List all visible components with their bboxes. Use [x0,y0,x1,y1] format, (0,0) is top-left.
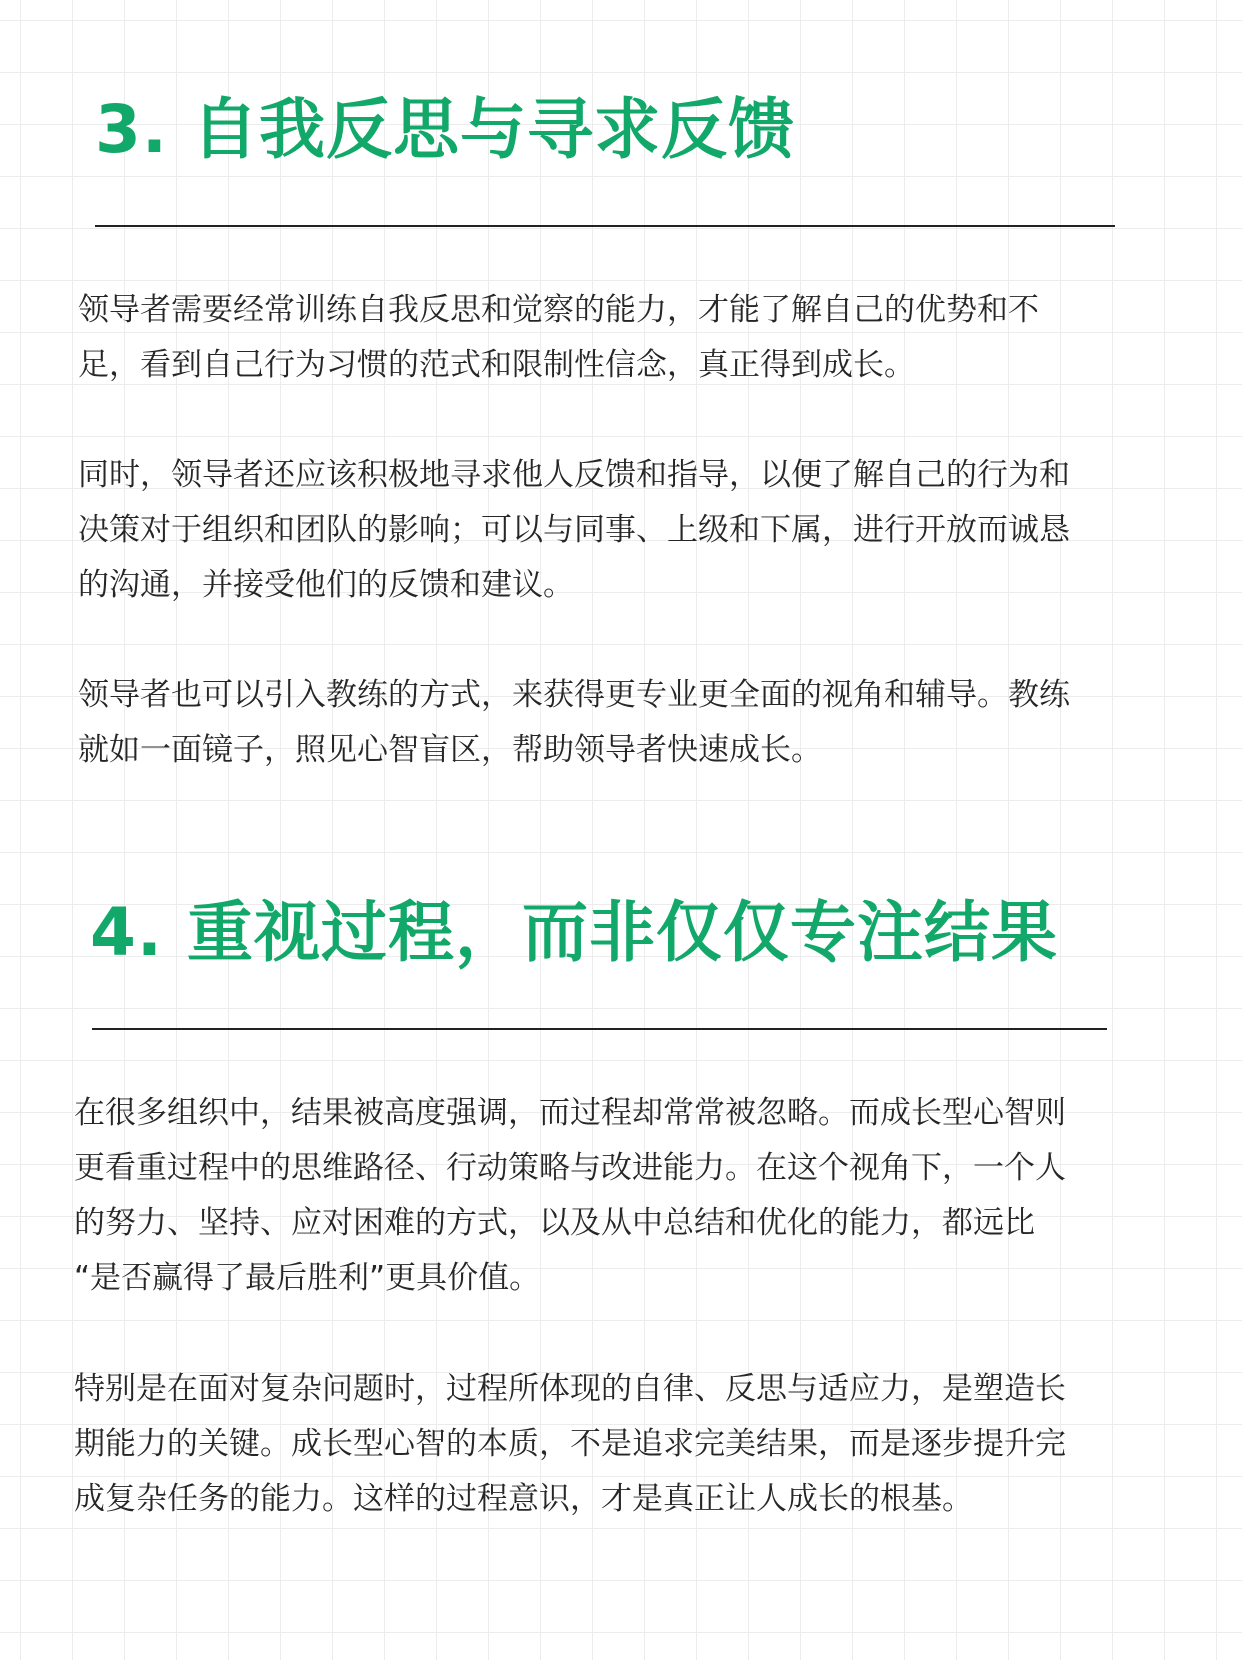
text-line: 就如一面镜子，照见心智盲区，帮助领导者快速成长。 [78,732,822,768]
section-3-paragraph-1 [78,283,1039,393]
text-line: 特别是在面对复杂问题时，过程所体现的自律、反思与适应力，是塑造长 [74,1371,1066,1407]
section-3-paragraph-3 [78,668,1070,778]
text-line: 期能力的关键。成长型心智的本质，不是追求完美结果，而是逐步提升完 [74,1426,1066,1462]
text-line: 决策对于组织和团队的影响；可以与同事、上级和下属，进行开放而诚恳 [78,512,1070,548]
text-line: 领导者需要经常训练自我反思和觉察的能力，才能了解自己的优势和不 [78,292,1039,328]
text-line: 成复杂任务的能力。这样的过程意识，才是真正让人成长的根基。 [74,1481,973,1517]
section-4-paragraph-2 [74,1362,1066,1527]
text-line: 的沟通，并接受他们的反馈和建议。 [78,567,574,603]
section-3-divider [95,225,1115,227]
text-line: 更看重过程中的思维路径、行动策略与改进能力。在这个视角下，一个人 [74,1150,1066,1186]
section-3-paragraph-2 [78,448,1070,613]
section-3-heading: 3. 自我反思与寻求反馈 [95,91,795,168]
text-line: “是否赢得了最后胜利”更具价值。 [74,1260,541,1296]
section-4-heading: 4. 重视过程，而非仅仅专注结果 [90,894,1058,971]
section-4-paragraph-1 [74,1086,1066,1306]
text-line: 在很多组织中，结果被高度强调，而过程却常常被忽略。而成长型心智则 [74,1095,1066,1131]
text-line: 同时，领导者还应该积极地寻求他人反馈和指导，以便了解自己的行为和 [78,457,1070,493]
text-line: 的努力、坚持、应对困难的方式，以及从中总结和优化的能力，都远比 [74,1205,1035,1241]
text-line: 足，看到自己行为习惯的范式和限制性信念，真正得到成长。 [78,347,915,383]
section-4-divider [92,1028,1107,1030]
text-line: 领导者也可以引入教练的方式，来获得更专业更全面的视角和辅导。教练 [78,677,1070,713]
